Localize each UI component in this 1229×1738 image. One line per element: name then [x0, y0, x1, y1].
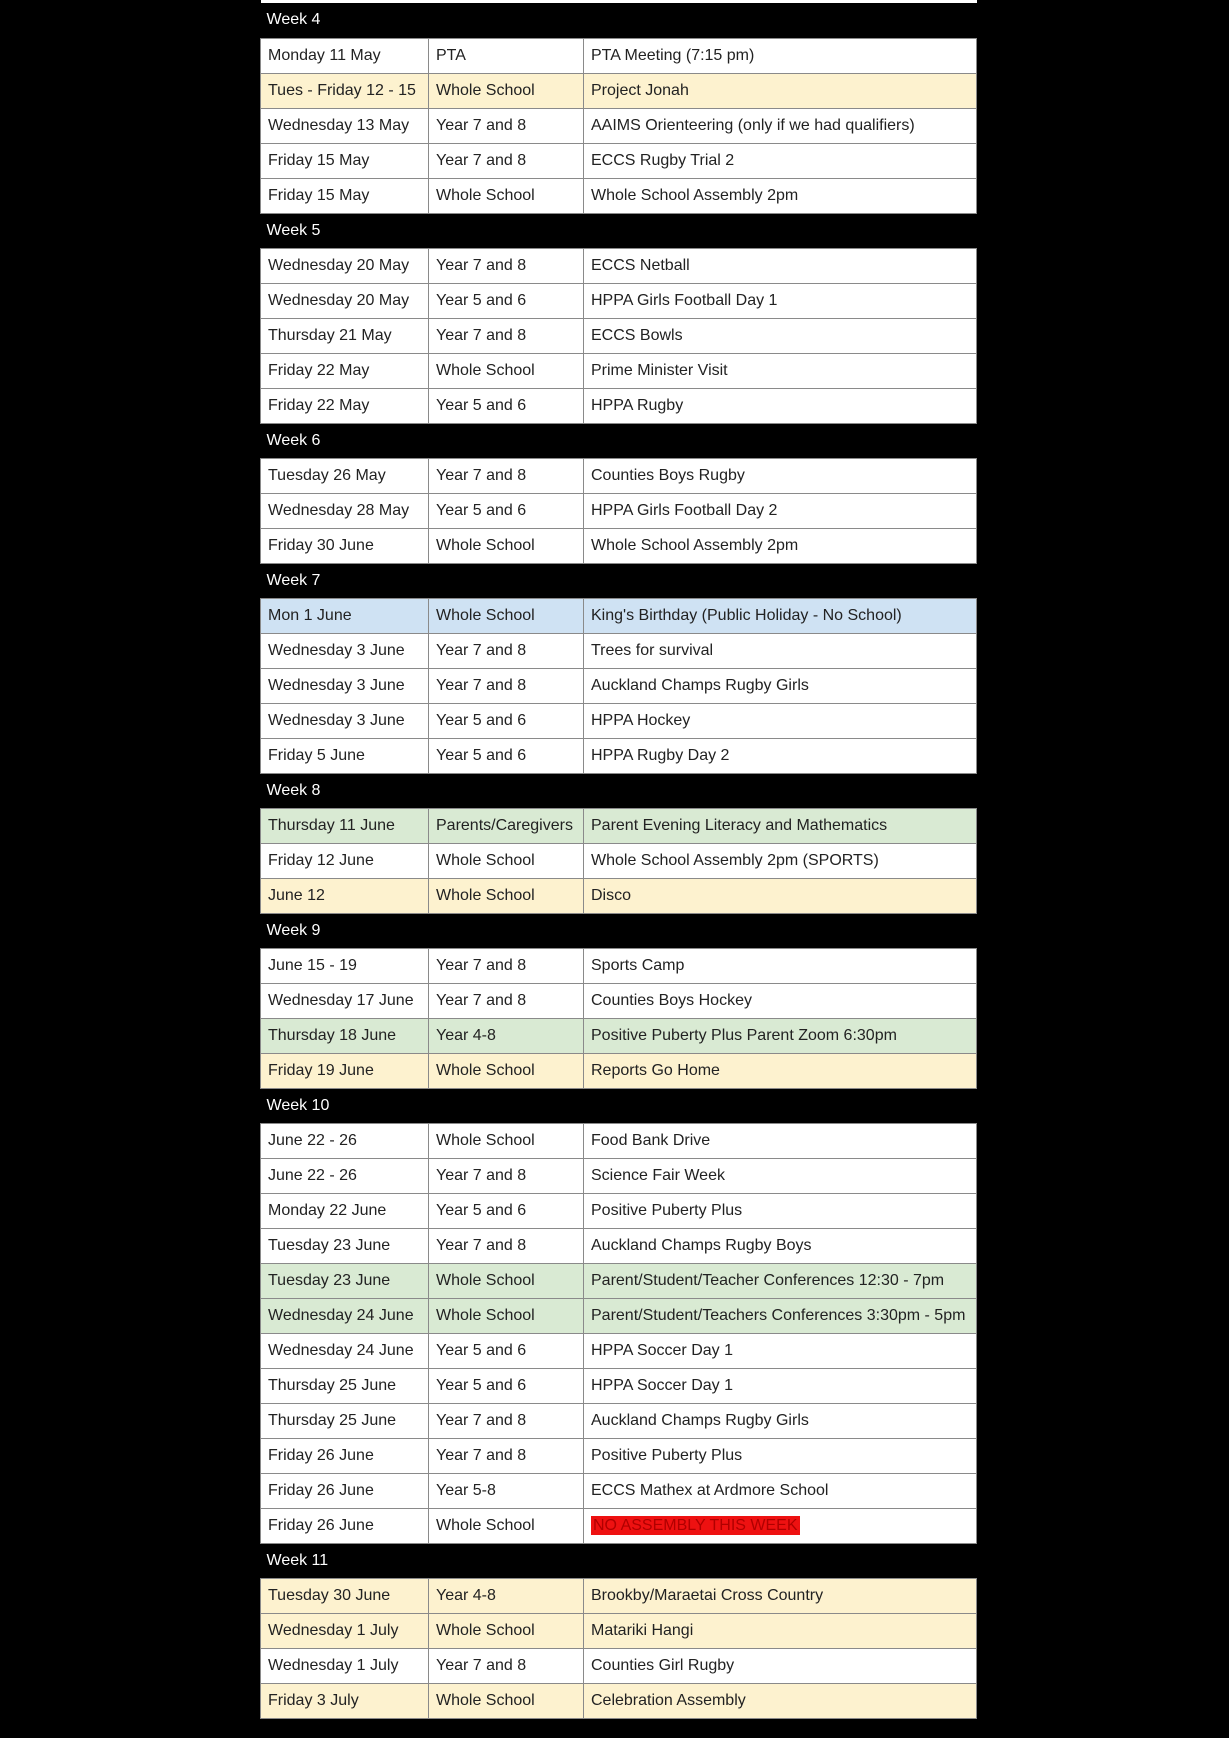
event-date: Thursday 18 June	[261, 1018, 429, 1053]
event-row	[261, 1298, 977, 1333]
event-group: Year 5-8	[429, 1473, 584, 1508]
week-header	[261, 1088, 977, 1123]
event-date: Wednesday 3 June	[261, 703, 429, 738]
event-description: Disco	[584, 878, 977, 913]
event-group: Whole School	[429, 1508, 584, 1543]
event-description: Brookby/Maraetai Cross Country	[584, 1578, 977, 1613]
event-group: Year 5 and 6	[429, 1333, 584, 1368]
event-group: Year 5 and 6	[429, 493, 584, 528]
event-row	[261, 178, 977, 213]
event-date: Tues - Friday 12 - 15	[261, 73, 429, 108]
alert-highlight-text: NO ASSEMBLY THIS WEEK	[593, 1516, 798, 1534]
event-date: Friday 30 June	[261, 528, 429, 563]
event-group: Year 7 and 8	[429, 1648, 584, 1683]
event-row	[261, 1193, 977, 1228]
event-description: Food Bank Drive	[584, 1123, 977, 1158]
event-date: Friday 26 June	[261, 1473, 429, 1508]
event-description: Positive Puberty Plus	[584, 1193, 977, 1228]
event-row	[261, 528, 977, 563]
event-description: King's Birthday (Public Holiday - No School)	[584, 598, 977, 633]
event-row	[261, 1053, 977, 1088]
event-description: Counties Boys Rugby	[584, 458, 977, 493]
event-description: HPPA Hockey	[584, 703, 977, 738]
event-group: Whole School	[429, 528, 584, 563]
event-group: Year 5 and 6	[429, 1368, 584, 1403]
event-description: Prime Minister Visit	[584, 353, 977, 388]
event-date: Thursday 25 June	[261, 1368, 429, 1403]
event-description: Parent/Student/Teachers Conferences 3:30pm - 5pm	[584, 1298, 977, 1333]
event-row	[261, 1613, 977, 1648]
event-date: Tuesday 30 June	[261, 1578, 429, 1613]
event-row	[261, 38, 977, 73]
event-description: Celebration Assembly	[584, 1683, 977, 1718]
event-description: ECCS Mathex at Ardmore School	[584, 1473, 977, 1508]
week-header	[261, 3, 977, 38]
event-row	[261, 1018, 977, 1053]
event-description: Science Fair Week	[584, 1158, 977, 1193]
event-description: HPPA Girls Football Day 2	[584, 493, 977, 528]
event-date: Thursday 21 May	[261, 318, 429, 353]
event-date: Friday 3 July	[261, 1683, 429, 1718]
week-header	[261, 213, 977, 248]
event-date: Friday 15 May	[261, 143, 429, 178]
event-description: ECCS Rugby Trial 2	[584, 143, 977, 178]
week-header	[261, 773, 977, 808]
event-date: Wednesday 20 May	[261, 283, 429, 318]
event-description: HPPA Rugby Day 2	[584, 738, 977, 773]
event-description: AAIMS Orienteering (only if we had qualifiers)	[584, 108, 977, 143]
event-date: Wednesday 24 June	[261, 1298, 429, 1333]
event-group: Whole School	[429, 843, 584, 878]
event-group: Whole School	[429, 353, 584, 388]
event-row	[261, 1578, 977, 1613]
event-group: Parents/Caregivers	[429, 808, 584, 843]
event-description: Sports Camp	[584, 948, 977, 983]
event-group: Year 7 and 8	[429, 1438, 584, 1473]
event-group: Year 5 and 6	[429, 703, 584, 738]
event-group: Year 5 and 6	[429, 1193, 584, 1228]
event-group: Whole School	[429, 1613, 584, 1648]
event-description: Counties Boys Hockey	[584, 983, 977, 1018]
week-header	[261, 1543, 977, 1578]
event-group: Whole School	[429, 1123, 584, 1158]
events-schedule-table	[260, 0, 977, 1719]
event-group: Whole School	[429, 598, 584, 633]
event-date: Wednesday 28 May	[261, 493, 429, 528]
event-group: Year 7 and 8	[429, 1403, 584, 1438]
week-label: Week 5	[261, 213, 977, 248]
event-date: Friday 26 June	[261, 1438, 429, 1473]
event-description: Whole School Assembly 2pm	[584, 178, 977, 213]
event-date: June 15 - 19	[261, 948, 429, 983]
event-row	[261, 1508, 977, 1543]
event-row	[261, 598, 977, 633]
event-description: HPPA Rugby	[584, 388, 977, 423]
event-row	[261, 948, 977, 983]
event-date: Wednesday 1 July	[261, 1648, 429, 1683]
week-label: Week 9	[261, 913, 977, 948]
event-date: Thursday 25 June	[261, 1403, 429, 1438]
event-group: Year 7 and 8	[429, 143, 584, 178]
event-group: Whole School	[429, 1263, 584, 1298]
event-row	[261, 668, 977, 703]
event-date: Wednesday 3 June	[261, 668, 429, 703]
week-header	[261, 913, 977, 948]
event-row	[261, 1438, 977, 1473]
week-header	[261, 423, 977, 458]
event-date: Friday 22 May	[261, 353, 429, 388]
event-row	[261, 493, 977, 528]
event-group: Whole School	[429, 178, 584, 213]
event-description: ECCS Netball	[584, 248, 977, 283]
week-header	[261, 563, 977, 598]
event-row	[261, 808, 977, 843]
event-row	[261, 703, 977, 738]
event-date: Thursday 11 June	[261, 808, 429, 843]
event-group: Year 5 and 6	[429, 388, 584, 423]
event-date: Mon 1 June	[261, 598, 429, 633]
event-date: Wednesday 17 June	[261, 983, 429, 1018]
event-group: Year 7 and 8	[429, 633, 584, 668]
event-row	[261, 73, 977, 108]
week-label: Week 4	[261, 3, 977, 38]
event-row	[261, 108, 977, 143]
event-date: Monday 22 June	[261, 1193, 429, 1228]
event-group: Whole School	[429, 1053, 584, 1088]
event-row	[261, 388, 977, 423]
event-description: Trees for survival	[584, 633, 977, 668]
event-row	[261, 458, 977, 493]
event-group: Year 7 and 8	[429, 458, 584, 493]
event-row	[261, 143, 977, 178]
event-description: Matariki Hangi	[584, 1613, 977, 1648]
event-row	[261, 1368, 977, 1403]
event-date: Friday 19 June	[261, 1053, 429, 1088]
event-date: Wednesday 13 May	[261, 108, 429, 143]
event-row	[261, 1263, 977, 1298]
event-group: Whole School	[429, 1683, 584, 1718]
event-row	[261, 1403, 977, 1438]
event-row	[261, 983, 977, 1018]
event-description	[584, 1508, 977, 1543]
week-label: Week 6	[261, 423, 977, 458]
event-group: Whole School	[429, 73, 584, 108]
event-row	[261, 1123, 977, 1158]
event-date: Friday 26 June	[261, 1508, 429, 1543]
event-description: Whole School Assembly 2pm (SPORTS)	[584, 843, 977, 878]
event-description: Auckland Champs Rugby Girls	[584, 668, 977, 703]
event-group: Whole School	[429, 1298, 584, 1333]
event-group: Year 5 and 6	[429, 738, 584, 773]
event-row	[261, 1473, 977, 1508]
event-row	[261, 738, 977, 773]
event-date: June 22 - 26	[261, 1123, 429, 1158]
event-date: Tuesday 23 June	[261, 1263, 429, 1298]
event-group: Year 7 and 8	[429, 108, 584, 143]
event-row	[261, 843, 977, 878]
event-date: Friday 5 June	[261, 738, 429, 773]
event-date: Wednesday 3 June	[261, 633, 429, 668]
event-description: Counties Girl Rugby	[584, 1648, 977, 1683]
event-group: Year 7 and 8	[429, 1228, 584, 1263]
event-date: Friday 22 May	[261, 388, 429, 423]
event-date: Wednesday 24 June	[261, 1333, 429, 1368]
event-description: PTA Meeting (7:15 pm)	[584, 38, 977, 73]
week-label: Week 11	[261, 1543, 977, 1578]
event-group: PTA	[429, 38, 584, 73]
event-description: ECCS Bowls	[584, 318, 977, 353]
event-row	[261, 1648, 977, 1683]
event-description: HPPA Soccer Day 1	[584, 1368, 977, 1403]
event-group: Year 5 and 6	[429, 283, 584, 318]
event-date: Tuesday 26 May	[261, 458, 429, 493]
event-description: Auckland Champs Rugby Girls	[584, 1403, 977, 1438]
event-group: Year 4-8	[429, 1578, 584, 1613]
event-description: Parent Evening Literacy and Mathematics	[584, 808, 977, 843]
event-description: Auckland Champs Rugby Boys	[584, 1228, 977, 1263]
event-date: June 12	[261, 878, 429, 913]
event-date: Friday 15 May	[261, 178, 429, 213]
event-date: Wednesday 1 July	[261, 1613, 429, 1648]
schedule-body	[261, 0, 977, 1718]
event-description: Reports Go Home	[584, 1053, 977, 1088]
event-description: Parent/Student/Teacher Conferences 12:30 - 7pm	[584, 1263, 977, 1298]
event-description: Whole School Assembly 2pm	[584, 528, 977, 563]
event-group: Year 4-8	[429, 1018, 584, 1053]
event-date: Wednesday 20 May	[261, 248, 429, 283]
event-description: Project Jonah	[584, 73, 977, 108]
event-group: Year 7 and 8	[429, 318, 584, 353]
event-group: Year 7 and 8	[429, 983, 584, 1018]
event-row	[261, 1333, 977, 1368]
event-date: June 22 - 26	[261, 1158, 429, 1193]
event-description: Positive Puberty Plus	[584, 1438, 977, 1473]
event-description: HPPA Girls Football Day 1	[584, 283, 977, 318]
event-group: Year 7 and 8	[429, 948, 584, 983]
event-row	[261, 1683, 977, 1718]
event-description: Positive Puberty Plus Parent Zoom 6:30pm	[584, 1018, 977, 1053]
event-row	[261, 248, 977, 283]
event-row	[261, 283, 977, 318]
event-group: Year 7 and 8	[429, 248, 584, 283]
event-row	[261, 1228, 977, 1263]
event-date: Monday 11 May	[261, 38, 429, 73]
event-group: Year 7 and 8	[429, 1158, 584, 1193]
event-group: Year 7 and 8	[429, 668, 584, 703]
event-row	[261, 633, 977, 668]
event-row	[261, 1158, 977, 1193]
event-group: Whole School	[429, 878, 584, 913]
week-label: Week 7	[261, 563, 977, 598]
event-description: HPPA Soccer Day 1	[584, 1333, 977, 1368]
event-date: Tuesday 23 June	[261, 1228, 429, 1263]
event-row	[261, 878, 977, 913]
event-row	[261, 353, 977, 388]
week-label: Week 8	[261, 773, 977, 808]
week-label: Week 10	[261, 1088, 977, 1123]
event-row	[261, 318, 977, 353]
event-date: Friday 12 June	[261, 843, 429, 878]
